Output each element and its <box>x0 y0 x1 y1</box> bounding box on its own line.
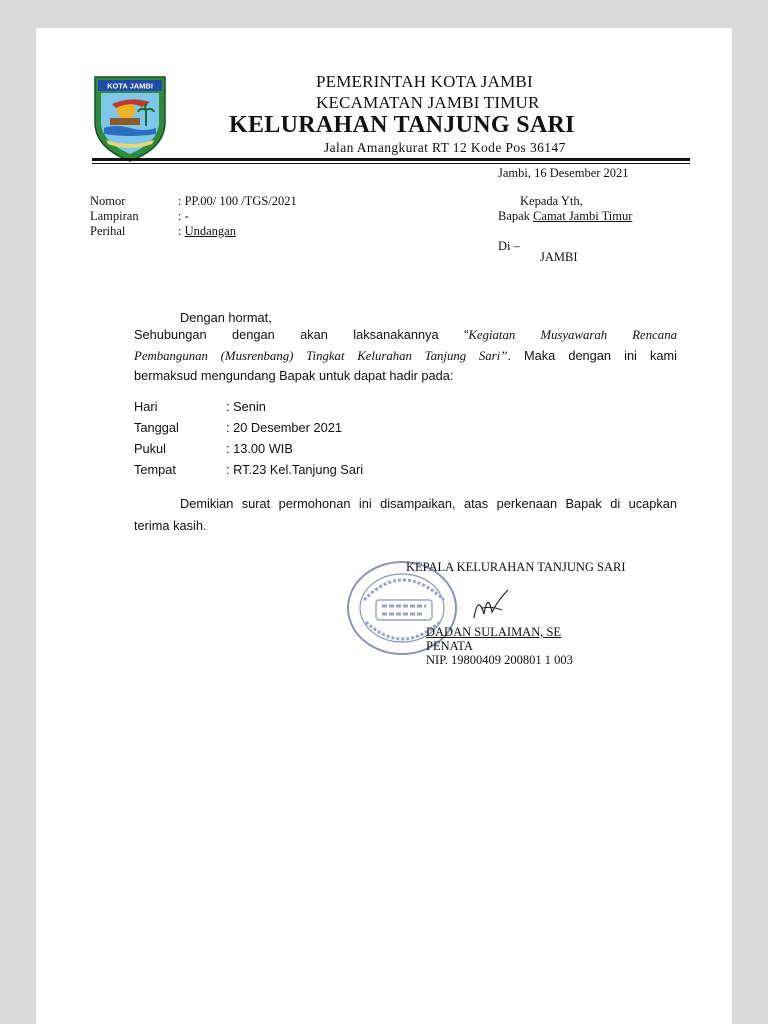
letterhead-line-2: KECAMATAN JAMBI TIMUR <box>316 93 540 112</box>
meta-value-subject: Undangan <box>184 224 236 238</box>
detail-value-time: : 13.00 WIB <box>226 441 293 456</box>
letterhead-rule-thick <box>92 158 690 161</box>
signatory-name: DADAN SULAIMAN, SE <box>426 625 562 639</box>
detail-label-day: Hari <box>134 399 158 414</box>
detail-value-date: : 20 Desember 2021 <box>226 420 342 435</box>
signatory-rank: PENATA <box>426 639 473 653</box>
signature-mark <box>468 584 514 624</box>
recipient-di: Di – <box>498 239 520 253</box>
paragraph-1-line-1: Sehubungan dengan akan laksanakannya “Kegiatan Musyawarah Rencana <box>134 327 677 342</box>
meta-colon-subject: : <box>178 224 185 238</box>
recipient-name: Camat Jambi Timur <box>533 209 633 223</box>
meta-label-attachment: Lampiran <box>90 209 139 223</box>
signatory-nip: NIP. 19800409 200801 1 003 <box>426 653 573 667</box>
detail-value-place: : RT.23 Kel.Tanjung Sari <box>226 462 364 477</box>
detail-value-day: : Senin <box>226 399 266 414</box>
detail-label-place: Tempat <box>134 462 176 477</box>
closing-line-1: Demikian surat permohonan ini disampaikan, atas perkenaan Bapak di ucapkan <box>180 496 677 511</box>
closing-line-2: terima kasih. <box>134 518 207 533</box>
paragraph-1-line-2: Pembangunan (Musrenbang) Tingkat Kelurahan Tanjung Sari”. Maka dengan ini kami <box>134 348 677 363</box>
paragraph-1-line-3: bermaksud mengundang Bapak untuk dapat hadir pada: <box>134 368 454 383</box>
signatory-position: KEPALA KELURAHAN TANJUNG SARI <box>406 560 626 574</box>
meta-label-subject: Perihal <box>90 224 126 238</box>
letter-page <box>36 28 732 1024</box>
recipient-salutation: Kepada Yth, <box>520 194 583 208</box>
recipient-title: Bapak <box>498 209 534 223</box>
recipient-city: JAMBI <box>540 250 578 264</box>
greeting: Dengan hormat, <box>180 310 272 325</box>
letterhead-rule-thin <box>92 163 690 164</box>
meta-value-number: : PP.00/ 100 /TGS/2021 <box>178 194 297 208</box>
meta-label-number: Nomor <box>90 194 126 208</box>
letterhead-line-1: PEMERINTAH KOTA JAMBI <box>316 72 533 91</box>
letterhead-address: Jalan Amangkurat RT 12 Kode Pos 36147 <box>324 140 566 155</box>
kota-jambi-emblem <box>92 74 168 164</box>
meta-value-attachment: : - <box>178 209 189 223</box>
detail-label-time: Pukul <box>134 441 167 456</box>
letter-date: Jambi, 16 Desember 2021 <box>498 166 629 180</box>
letterhead-title: KELURAHAN TANJUNG SARI <box>229 112 575 138</box>
detail-label-date: Tanggal <box>134 420 179 435</box>
emblem-banner-text: KOTA JAMBI <box>107 81 153 91</box>
